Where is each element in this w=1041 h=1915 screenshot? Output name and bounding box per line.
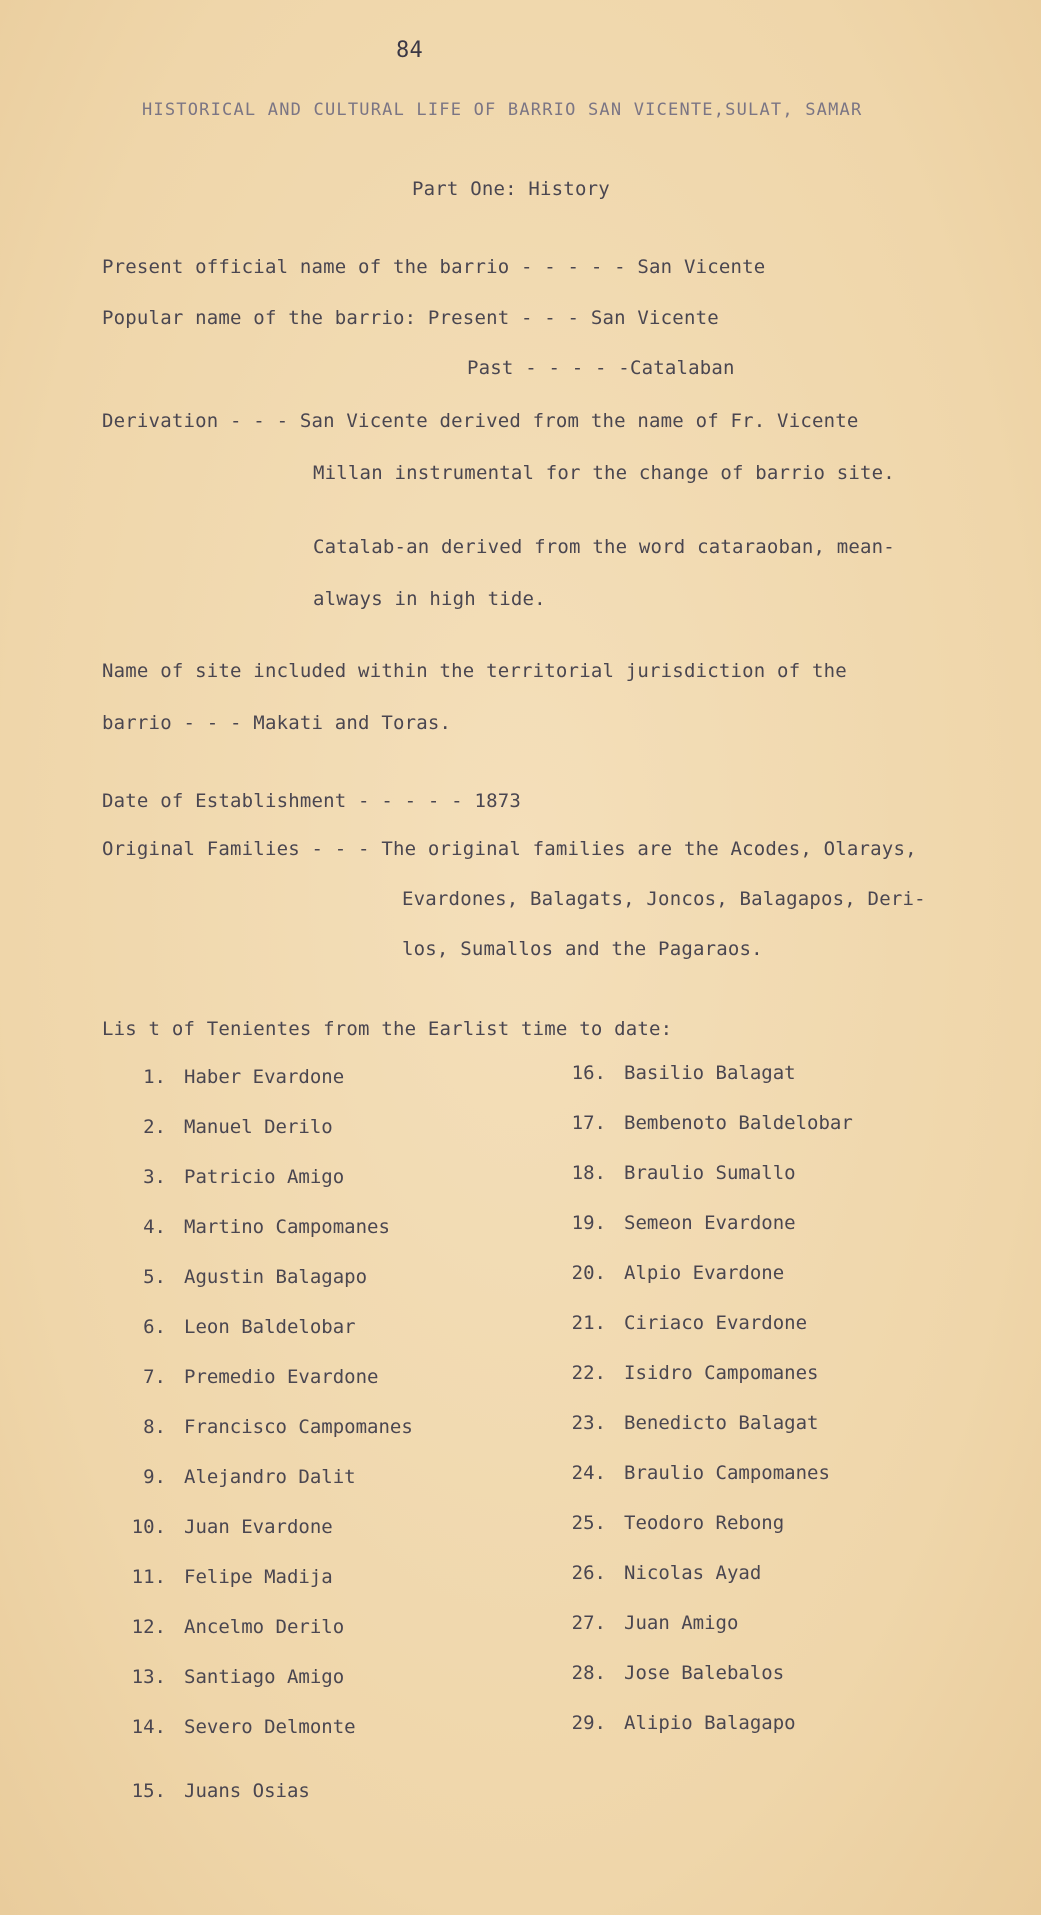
derivation-line-2: Millan instrumental for the change of barrio site. — [313, 462, 895, 484]
families-line-1: Original Families - - - The original families are the Acodes, Olarays, — [102, 838, 917, 860]
establishment-line: Date of Establishment - - - - - 1873 — [102, 790, 522, 812]
sites-line-1: Name of site included within the territorial jurisdiction of the — [102, 660, 847, 682]
document-title: HISTORICAL AND CULTURAL LIFE OF BARRIO SAN VICENTE,SULAT, SAMAR — [142, 100, 863, 120]
derivation-line-4: always in high tide. — [313, 588, 546, 610]
sites-line-2: barrio - - - Makati and Toras. — [102, 712, 452, 734]
derivation-line-3: Catalab-an derived from the word cataraoban, mean- — [313, 536, 895, 558]
families-line-3: los, Sumallos and the Pagaraos. — [402, 938, 763, 960]
derivation-line-1: Derivation - - - San Vicente derived from the name of Fr. Vicente — [102, 410, 859, 432]
past-name-line: Past - - - - -Catalaban — [467, 357, 735, 379]
families-line-2: Evardones, Balagats, Joncos, Balagapos, Deri- — [402, 888, 926, 910]
popular-name-line: Popular name of the barrio: Present - - - San Vicente — [102, 307, 719, 329]
typed-page: 84 HISTORICAL AND CULTURAL LIFE OF BARRIO SAN VICENTE,SULAT, SAMAR Part One: History Present official name of the barrio - - - - - San Vicente Popular name of the barrio: Present - - - San Vicente Past - - - - -Catalaban Derivation - - - San Vicente derived from the name of Fr. Vicente Millan instrumental for the change of barrio site. Catalab-an derived from the word cataraoban, mean- always in high tide. Name of site included within the territorial jurisdiction of the barrio - - - Makati and Toras. Date of Establishment - - - - - 1873 Original Families - - - The original families are the Acodes, Olarays, Evardones, Balagats, Joncos, Balagapos, Deri- los, Sumallos and the Pagaraos. Lis t of Tenientes from the Earlist time to date: 1. Haber Evardone 2. Manuel Derilo 3. Patricio Amigo 4. Martino Campomanes 5. Agustin Balagapo 6. Leon Baldelobar 7. Premedio Evardone 8. Francisco Campomanes 9. Alejandro Dalit 10. Juan Evardone 11. Felipe Madija 12. Ancelmo Derilo 13. Santiago Amigo 14. Severo Delmonte 15. Juans Osias 16. Basilio Balagat 17. Bembenoto Baldelobar 18. Braulio Sumallo 19. Semeon Evardone 20. Alpio Evardone 21. Ciriaco Evardone 22. Isidro Campomanes 23. Benedicto Balagat 24. Braulio Campomanes 25. Teodoro Rebong 26. Nicolas Ayad 27. Juan Amigo 28. Jose Balebalos 29. Alipio Balagapo — [0, 0, 1041, 1915]
part-heading: Part One: History — [412, 178, 610, 200]
tenientes-heading: Lis t of Tenientes from the Earlist time to date: — [102, 1018, 673, 1040]
page-number: 84 — [396, 38, 423, 63]
official-name-line: Present official name of the barrio - - - - - San Vicente — [102, 256, 766, 278]
